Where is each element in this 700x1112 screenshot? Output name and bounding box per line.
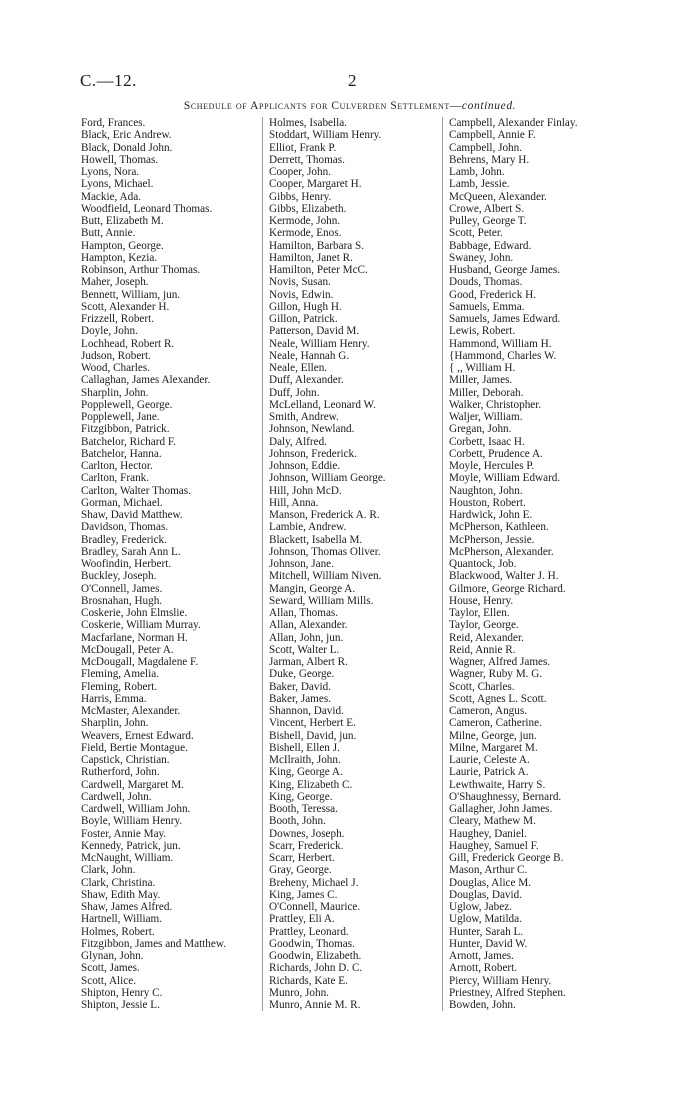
applicant-name: Uglow, Matilda.: [449, 913, 522, 926]
applicant-name: Holmes, Robert.: [81, 925, 155, 938]
applicant-name: Hunter, David W.: [449, 937, 528, 950]
applicant-name: Scott, Walter L.: [269, 643, 340, 656]
applicant-name: Kennedy, Patrick, jun.: [81, 839, 181, 852]
applicant-name: Jarman, Albert R.: [269, 656, 348, 668]
applicant-name: Macfarlane, Norman H.: [81, 631, 188, 644]
applicant-name: Reid, Annie R.: [449, 643, 516, 656]
applicant-name: Scott, Peter.: [449, 227, 503, 240]
applicant-name: O'Connell, James.: [81, 582, 163, 595]
applicant-name: Batchelor, Hanna.: [81, 447, 162, 460]
applicant-name: Haughey, Daniel.: [449, 827, 527, 840]
schedule-title-text: Schedule of Applicants for Culverden Settlement—: [183, 100, 462, 112]
applicant-name: Shipton, Henry C.: [81, 986, 163, 999]
applicant-name: Lamb, Jessie.: [449, 178, 510, 191]
page-number: 2: [348, 71, 357, 90]
applicant-name: Mackie, Ada.: [81, 190, 141, 203]
applicant-name: Prattley, Leonard.: [269, 925, 349, 938]
applicant-name: Scott, James.: [81, 962, 140, 975]
applicant-name: Scott, Charles.: [449, 680, 515, 693]
applicant-name: Hill, John McD.: [269, 484, 342, 497]
applicant-name: Gibbs, Henry.: [269, 190, 332, 203]
applicant-name: Walker, Christopher.: [449, 398, 542, 411]
applicant-name: O'Shaughnessy, Bernard.: [449, 790, 562, 803]
applicant-name: Breheny, Michael J.: [269, 876, 359, 889]
applicant-name: Coskerie, John Elmslie.: [81, 607, 188, 619]
applicant-name: Carlton, Hector.: [81, 460, 153, 472]
applicant-name: King, James C.: [269, 888, 338, 901]
applicant-name: McMaster, Alexander.: [81, 705, 181, 717]
applicant-name: McDougall, Peter A.: [81, 643, 174, 656]
applicant-name: Shannon, David.: [269, 705, 344, 717]
applicant-name: Arnott, James.: [449, 950, 514, 962]
applicant-name: Priestney, Alfred Stephen.: [449, 986, 566, 999]
applicant-name: Capstick, Christian.: [81, 754, 170, 766]
applicant-name: Munro, Annie M. R.: [269, 999, 361, 1011]
applicant-name: Lyons, Michael.: [81, 178, 154, 191]
applicant-name: Manson, Frederick A. R.: [269, 509, 380, 521]
document-reference: C.—12.: [80, 71, 137, 90]
applicant-name: Coskerie, William Murray.: [81, 619, 201, 632]
schedule-title: [0, 100, 700, 112]
applicant-name: Scarr, Frederick.: [269, 839, 344, 852]
applicant-name: Swaney, John.: [449, 251, 514, 264]
applicant-name: McLelland, Leonard W.: [269, 398, 376, 411]
applicant-name: Booth, John.: [269, 815, 326, 828]
applicant-name: Johnson, Newland.: [269, 423, 355, 436]
applicant-name: Lewis, Robert.: [449, 325, 516, 338]
applicant-name: Johnson, Eddie.: [269, 460, 341, 472]
applicant-name: Hamilton, Janet R.: [269, 251, 353, 264]
applicant-name: Woofindin, Herbert.: [81, 558, 172, 570]
applicant-name: Miller, James.: [449, 374, 513, 387]
applicant-name: Bishell, David, jun.: [269, 729, 357, 742]
applicant-name: Bishell, Ellen J.: [269, 741, 340, 754]
applicant-name: Bradley, Frederick.: [81, 533, 167, 546]
applicant-name: Cardwell, William John.: [81, 803, 191, 815]
applicant-name: Douds, Thomas.: [449, 276, 523, 289]
applicant-name: Corbett, Isaac H.: [449, 435, 525, 448]
applicant-name: Cameron, Angus.: [449, 705, 527, 717]
applicant-name: McPherson, Alexander.: [449, 545, 554, 558]
applicant-name: Neale, William Henry.: [269, 337, 370, 350]
applicant-name: Elliot, Frank P.: [269, 141, 337, 154]
applicant-name: Blackwood, Walter J. H.: [449, 570, 559, 583]
applicant-name: House, Henry.: [449, 594, 514, 607]
applicant-name: Field, Bertie Montague.: [81, 741, 188, 754]
applicant-name: Cameron, Catherine.: [449, 717, 542, 730]
applicant-name: Stoddart, William Henry.: [269, 129, 382, 142]
applicant-name: Patterson, David M.: [269, 325, 360, 338]
applicant-name: Kermode, John.: [269, 215, 341, 227]
applicant-name: Fitzgibbon, James and Matthew.: [81, 937, 226, 950]
applicant-name: Haughey, Samuel F.: [449, 839, 539, 852]
applicant-name: Bradley, Sarah Ann L.: [81, 545, 181, 558]
applicant-name: Kermode, Enos.: [269, 227, 342, 240]
applicant-name: Johnson, Jane.: [269, 558, 334, 570]
applicant-name: Carlton, Walter Thomas.: [81, 484, 191, 497]
applicant-name: Pulley, George T.: [449, 215, 527, 227]
applicant-name: Lewthwaite, Harry S.: [449, 778, 546, 791]
applicant-name: Richards, Kate E.: [269, 974, 348, 987]
applicant-name: McPherson, Jessie.: [449, 533, 535, 546]
applicant-name: King, George A.: [269, 766, 343, 779]
applicant-name: Smith, Andrew.: [269, 411, 339, 423]
applicant-name: Mason, Arthur C.: [449, 864, 528, 877]
applicant-name: Moyle, William Edward.: [449, 472, 561, 485]
applicant-name: Neale, Hannah G.: [269, 349, 350, 362]
applicant-name: Gregan, John.: [449, 423, 512, 436]
applicant-name: Quantock, Job.: [449, 558, 517, 570]
applicant-name: McDougall, Magdalene F.: [81, 656, 199, 668]
applicant-name: Gillon, Patrick.: [269, 313, 338, 325]
applicant-name: Rutherford, John.: [81, 766, 160, 779]
applicant-name: Popplewell, George.: [81, 398, 173, 411]
applicant-name: Goodwin, Elizabeth.: [269, 950, 362, 962]
applicant-name: Richards, John D. C.: [269, 962, 363, 975]
applicant-name: Campbell, John.: [449, 141, 523, 154]
applicant-name: Harris, Emma.: [81, 692, 147, 705]
applicant-name: Wagner, Ruby M. G.: [449, 668, 543, 681]
applicant-name: Black, Donald John.: [81, 141, 173, 154]
applicant-name: Campbell, Annie F.: [449, 129, 536, 142]
applicant-name: Buckley, Joseph.: [81, 570, 157, 583]
applicant-name: Babbage, Edward.: [449, 239, 532, 252]
applicant-name: Johnson, Frederick.: [269, 447, 357, 460]
applicant-name: Novis, Edwin.: [269, 288, 334, 301]
applicant-name: Wagner, Alfred James.: [449, 656, 551, 668]
applicant-name: Fleming, Amelia.: [81, 668, 159, 681]
applicant-name: Samuels, James Edward.: [449, 313, 561, 325]
applicant-name: Lamb, John.: [449, 166, 505, 178]
applicant-name: Booth, Teressa.: [269, 803, 338, 815]
applicant-name: Corbett, Prudence A.: [449, 447, 543, 460]
applicant-name: Butt, Annie.: [81, 227, 136, 240]
applicant-name: Hardwick, John E.: [449, 509, 533, 521]
applicant-name: Reid, Alexander.: [449, 631, 524, 644]
applicant-name: Gorman, Michael.: [81, 496, 163, 509]
applicant-name: Cooper, Margaret H.: [269, 178, 362, 191]
applicant-name: O'Connell, Maurice.: [269, 901, 361, 913]
applicant-name: Shaw, David Matthew.: [81, 509, 183, 521]
applicant-name: Samuels, Emma.: [449, 300, 525, 313]
applicant-name: Douglas, David.: [449, 888, 523, 901]
applicant-name: McIlraith, John.: [269, 754, 341, 766]
applicant-name: Cleary, Mathew M.: [449, 815, 536, 828]
applicant-name: Taylor, Ellen.: [449, 607, 510, 619]
applicant-name: Callaghan, James Alexander.: [81, 374, 211, 387]
applicant-name: Daly, Alfred.: [269, 435, 327, 448]
applicant-name: Prattley, Eli A.: [269, 913, 335, 926]
applicant-name: Bowden, John.: [449, 999, 516, 1011]
applicant-name: Sharplin, John.: [81, 717, 149, 730]
applicant-name: Neale, Ellen.: [269, 362, 328, 374]
applicant-name: Scott, Alexander H.: [81, 300, 170, 313]
applicant-name: Crowe, Albert S.: [449, 202, 525, 215]
applicant-name: Mitchell, William Niven.: [269, 570, 382, 583]
applicant-name: Howell, Thomas.: [81, 153, 159, 166]
applicant-name: Weavers, Ernest Edward.: [81, 729, 194, 742]
applicant-name: Campbell, Alexander Finlay.: [449, 117, 578, 129]
applicant-name: Douglas, Alice M.: [449, 876, 532, 889]
applicant-name: Laurie, Patrick A.: [449, 766, 529, 779]
applicant-name: Foster, Annie May.: [81, 827, 167, 840]
applicant-name: Fleming, Robert.: [81, 680, 158, 693]
applicant-name: Good, Frederick H.: [449, 288, 536, 301]
applicant-name: Shaw, Edith May.: [81, 888, 161, 901]
applicant-name: Ford, Frances.: [81, 117, 146, 129]
applicant-name: Scott, Alice.: [81, 974, 136, 987]
applicant-name: Moyle, Hercules P.: [449, 460, 535, 472]
applicant-name: Naughton, John.: [449, 484, 523, 497]
applicant-name: Vincent, Herbert E.: [269, 717, 356, 730]
applicant-name: Novis, Susan.: [269, 276, 331, 289]
applicant-name: Holmes, Isabella.: [269, 117, 347, 129]
applicant-name: Clark, John.: [81, 864, 136, 877]
applicant-name: Gibbs, Elizabeth.: [269, 202, 347, 215]
applicant-name: Batchelor, Richard F.: [81, 435, 176, 448]
applicant-name: Uglow, Jabez.: [449, 901, 512, 913]
applicant-name: Johnson, Thomas Oliver.: [269, 545, 381, 558]
applicant-name: Mangin, George A.: [269, 582, 356, 595]
applicant-name: Piercy, William Henry.: [449, 974, 552, 987]
applicant-name: Maher, Joseph.: [81, 276, 149, 289]
applicant-name: Arnott, Robert.: [449, 962, 518, 975]
applicant-name: Hampton, Kezia.: [81, 251, 158, 264]
applicant-name: Miller, Deborah.: [449, 386, 524, 399]
applicant-name: { ,, William H.: [449, 362, 516, 374]
applicant-name: Hamilton, Barbara S.: [269, 239, 365, 252]
applicant-column-3: [442, 117, 659, 1011]
applicant-name: Houston, Robert.: [449, 496, 526, 509]
applicant-name: Waljer, William.: [449, 411, 523, 423]
applicant-name: Seward, William Mills.: [269, 594, 374, 607]
applicant-name: Scott, Agnes L. Scott.: [449, 692, 547, 705]
applicant-name: Boyle, William Henry.: [81, 815, 183, 828]
applicant-name: Sharplin, John.: [81, 386, 149, 399]
applicant-name: Butt, Elizabeth M.: [81, 215, 164, 227]
applicant-name: Bennett, William, jun.: [81, 288, 181, 301]
applicant-name: Hunter, Sarah L.: [449, 925, 524, 938]
applicant-name: Gray, George.: [269, 864, 332, 877]
applicant-name: Davidson, Thomas.: [81, 521, 169, 534]
applicant-name: Blackett, Isabella M.: [269, 533, 363, 546]
applicant-name: Allan, Thomas.: [269, 607, 339, 619]
applicant-name: Black, Eric Andrew.: [81, 129, 172, 142]
applicant-name: Glynan, John.: [81, 950, 144, 962]
applicant-name: McPherson, Kathleen.: [449, 521, 549, 534]
applicant-name: Hamilton, Peter McC.: [269, 264, 368, 276]
applicant-name: Cardwell, Margaret M.: [81, 778, 184, 791]
applicant-name: Gill, Frederick George B.: [449, 852, 564, 864]
applicant-name: Husband, George James.: [449, 264, 561, 276]
applicant-name: Clark, Christina.: [81, 876, 156, 889]
applicant-column-1: [81, 117, 291, 1011]
applicant-name: Judson, Robert.: [81, 349, 151, 362]
applicant-name: Gillon, Hugh H.: [269, 300, 342, 313]
applicant-name: Hill, Anna.: [269, 496, 319, 509]
applicant-name: Derrett, Thomas.: [269, 153, 345, 166]
applicant-name: Lambie, Andrew.: [269, 521, 347, 534]
applicant-name: Carlton, Frank.: [81, 472, 150, 485]
applicant-name: Baker, James.: [269, 692, 331, 705]
applicant-name: King, Elizabeth C.: [269, 778, 353, 791]
applicant-name: Duff, Alexander.: [269, 374, 344, 387]
applicant-name: Shipton, Jessie L.: [81, 999, 160, 1011]
applicant-name: Goodwin, Thomas.: [269, 937, 355, 950]
applicant-name: Allan, John, jun.: [269, 631, 344, 644]
applicant-name: Cardwell, John.: [81, 790, 152, 803]
applicant-name: Downes, Joseph.: [269, 827, 345, 840]
applicant-name: Fitzgibbon, Patrick.: [81, 423, 170, 436]
applicant-name: McQueen, Alexander.: [449, 190, 547, 203]
applicant-name: Gallagher, John James.: [449, 803, 553, 815]
applicant-name: Gilmore, George Richard.: [449, 582, 566, 595]
applicant-name: Behrens, Mary H.: [449, 153, 530, 166]
applicant-name: Scarr, Herbert.: [269, 852, 335, 864]
applicant-name: Baker, David.: [269, 680, 331, 693]
applicant-name: Hampton, George.: [81, 239, 164, 252]
applicant-name: Cooper, John.: [269, 166, 332, 178]
applicant-name: Lyons, Nora.: [81, 166, 140, 178]
applicant-name: Milne, George, jun.: [449, 729, 537, 742]
applicant-name: Doyle, John.: [81, 325, 138, 338]
applicant-name: Popplewell, Jane.: [81, 411, 160, 423]
applicant-name: Munro, John.: [269, 986, 329, 999]
applicant-name: Robinson, Arthur Thomas.: [81, 264, 201, 276]
applicant-name: Taylor, George.: [449, 619, 519, 632]
applicant-name: {Hammond, Charles W.: [449, 349, 557, 362]
applicant-name: Laurie, Celeste A.: [449, 754, 530, 766]
applicant-name: Milne, Margaret M.: [449, 741, 538, 754]
applicant-name: Brosnahan, Hugh.: [81, 594, 163, 607]
applicant-name: Hartnell, William.: [81, 913, 163, 926]
applicant-name: Allan, Alexander.: [269, 619, 348, 632]
applicant-name: Lochhead, Robert R.: [81, 337, 175, 350]
applicant-name: Duke, George.: [269, 668, 335, 681]
applicant-name: Frizzell, Robert.: [81, 313, 155, 325]
applicant-name: Wood, Charles.: [81, 362, 151, 374]
applicant-name: McNaught, William.: [81, 852, 174, 864]
applicant-name: Shaw, James Alfred.: [81, 901, 173, 913]
schedule-continued-label: continued.: [461, 100, 517, 112]
applicant-name: Johnson, William George.: [269, 472, 386, 485]
applicant-name: King, George.: [269, 790, 333, 803]
applicant-name: Duff, John.: [269, 386, 320, 399]
applicant-name: Woodfield, Leonard Thomas.: [81, 202, 213, 215]
applicant-name: Hammond, William H.: [449, 337, 552, 350]
